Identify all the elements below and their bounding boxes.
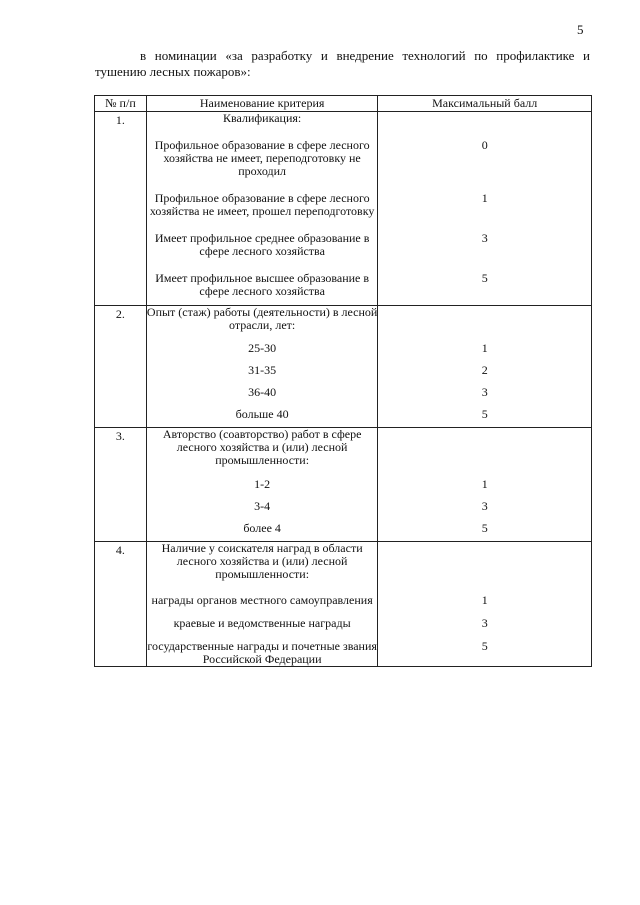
option-text: награды органов местного самоуправления (146, 581, 378, 607)
option-text: краевые и ведомственные награды (146, 607, 378, 630)
option-row (95, 581, 592, 607)
option-score: 3 (378, 218, 592, 258)
option-score: 5 (378, 513, 592, 542)
option-score: 5 (378, 630, 592, 667)
option-score: 3 (378, 377, 592, 399)
option-score: 5 (378, 258, 592, 306)
option-score: 1 (378, 467, 592, 491)
option-score: 1 (378, 332, 592, 355)
option-text: 25-30 (146, 332, 378, 355)
option-score: 1 (378, 178, 592, 218)
option-row (95, 125, 592, 178)
table-header-row (95, 96, 592, 112)
option-text: Профильное образование в сфере лесного хозяйства не имеет, переподготовку не проходил (146, 125, 378, 178)
option-text: Имеет профильное среднее образование в сфере лесного хозяйства (146, 218, 378, 258)
criterion-title: Авторство (соавторство) работ в сфере лесного хозяйства и (или) лесной промышленности: (146, 428, 378, 468)
option-score: 2 (378, 355, 592, 377)
criterion-score-header-cell (378, 542, 592, 582)
table-body (95, 112, 592, 667)
option-text: Имеет профильное высшее образование в сфере лесного хозяйства (146, 258, 378, 306)
criterion-score-header-cell (378, 428, 592, 468)
option-row (95, 630, 592, 667)
criterion-title: Квалификация: (146, 112, 378, 126)
option-score: 0 (378, 125, 592, 178)
header-criterion: Наименование критерия (146, 96, 378, 112)
criterion-title: Наличие у соискателя наград в области лесного хозяйства и (или) лесной промышленности: (146, 542, 378, 582)
criteria-table (94, 95, 592, 667)
option-score: 1 (378, 581, 592, 607)
option-text: 36-40 (146, 377, 378, 399)
option-text: 31-35 (146, 355, 378, 377)
option-score: 5 (378, 399, 592, 428)
criterion-score-header-cell (378, 306, 592, 333)
option-row (95, 467, 592, 491)
page-number: 5 (577, 22, 584, 37)
intro-paragraph: в номинации «за разработку и внедрение технологий по профилактике и тушению лесных пожаров»: (95, 48, 590, 79)
header-max-score: Максимальный балл (378, 96, 592, 112)
option-text: 3-4 (146, 491, 378, 513)
option-text: больше 40 (146, 399, 378, 428)
criterion-row (95, 112, 592, 126)
criterion-number: 4. (95, 542, 147, 667)
option-row (95, 355, 592, 377)
option-text: 1-2 (146, 467, 378, 491)
option-text: государственные награды и почетные звания Российской Федерации (146, 630, 378, 667)
option-row (95, 399, 592, 428)
option-text: более 4 (146, 513, 378, 542)
option-score: 3 (378, 607, 592, 630)
option-row (95, 491, 592, 513)
criterion-title: Опыт (стаж) работы (деятельности) в лесной отрасли, лет: (146, 305, 378, 332)
option-row (95, 513, 592, 542)
criterion-number: 3. (95, 428, 147, 542)
header-number: № п/п (95, 96, 147, 112)
option-row (95, 377, 592, 399)
option-row (95, 258, 592, 306)
criterion-number: 2. (95, 306, 147, 428)
option-row (95, 607, 592, 630)
criterion-row (95, 542, 592, 582)
option-row (95, 218, 592, 258)
criterion-row (95, 306, 592, 333)
criterion-number: 1. (95, 112, 147, 306)
option-row (95, 332, 592, 355)
criterion-row (95, 428, 592, 468)
option-row (95, 178, 592, 218)
option-text: Профильное образование в сфере лесного хозяйства не имеет, прошел переподготовку (146, 178, 378, 218)
criterion-score-header-cell (378, 112, 592, 126)
option-score: 3 (378, 491, 592, 513)
